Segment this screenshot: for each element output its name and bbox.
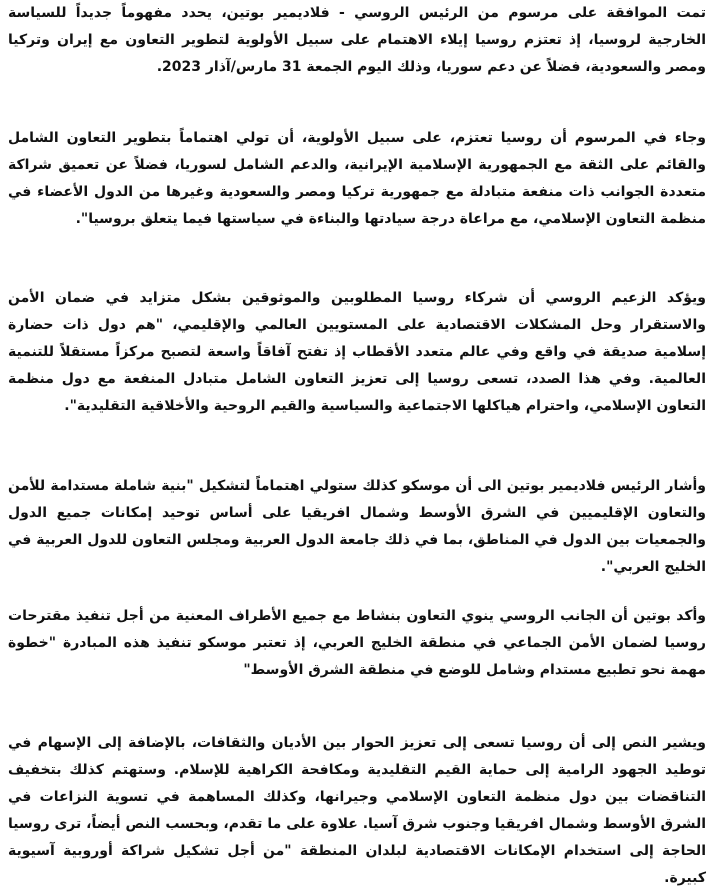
article-paragraph-3: ويؤكد الزعيم الروسي أن شركاء روسيا المطلوبين والموثوقين بشكل متزايد في ضمان الأمن والاستقرار وحل المشكلات الاقتصادية على المستويين العالمي والإقليمي، "هم دول ذات حضارة إسلامية صديقة في واقع وفي عالم متعدد الأقطاب إذ تفتح آفاقاً واسعة لتصبح مركزاً مستقلاً للتنمية العالمية. وفي هذا الصدد، تسعى روسيا إلى تعزيز التعاون الشامل متبادل المنفعة مع دول منظمة التعاون الإسلامي، واحترام هياكلها الاجتماعية والسياسية والقيم الروحية والأخلاقية التقليدية".	[8, 290, 706, 414]
article-paragraph-1: تمت الموافقة على مرسوم من الرئيس الروسي - فلاديمير بوتين، يحدد مفهوماً جديداً للسياسة الخارجية لروسيا، إذ تعتزم روسيا إيلاء الاهتمام على سبيل الأولوية لتطوير التعاون مع إيران وتركيا ومصر والسعودية، فضلاً عن دعم سوريا، وذلك اليوم الجمعة 31 مارس/آذار 2023.	[8, 5, 706, 75]
article-paragraph-6: ويشير النص إلى أن روسيا تسعى إلى تعزيز الحوار بين الأديان والثقافات، بالإضافة إلى الإسهام في توطيد الجهود الرامية إلى حماية القيم التقليدية ومكافحة الكراهية للإسلام. وستهتم كذلك بتخفيف التناقضات بين دول منظمة التعاون الإسلامي وجيرانها، وكذلك المساهمة في تسوية النزاعات في الشرق الأوسط وشمال افريقيا وجنوب شرق آسيا. علاوة على ما تقدم، وبحسب النص أيضاً، ترى روسيا الحاجة إلى استخدام الإمكانات الاقتصادية لبلدان المنطقة "من أجل تشكيل شراكة أوروبية آسيوية كبيرة.	[8, 735, 706, 886]
article-paragraph-5: وأكد بوتين أن الجانب الروسي ينوي التعاون بنشاط مع جميع الأطراف المعنية من أجل تنفيذ مقترحات روسيا لضمان الأمن الجماعي في منطقة الخليج العربي، إذ تعتبر موسكو تنفيذ هذه المبادرة "خطوة مهمة نحو تطبيع مستدام وشامل للوضع في منطقة الشرق الأوسط"	[8, 608, 706, 678]
article-paragraph-4: وأشار الرئيس فلاديمير بوتين الى أن موسكو كذلك ستولي اهتماماً لتشكيل "بنية شاملة مستدامة للأمن والتعاون الإقليميين في الشرق الأوسط وشمال افريقيا على أساس توحيد إمكانات جميع الدول والجمعيات بين الدول في المناطق، بما في ذلك جامعة الدول العربية ومجلس التعاون للدول العربية في الخليج العربي".	[8, 478, 706, 575]
article-paragraph-2: وجاء في المرسوم أن روسيا تعتزم، على سبيل الأولوية، أن تولي اهتماماً بتطوير التعاون الشامل والقائم على الثقة مع الجمهورية الإسلامية الإيرانية، والدعم الشامل لسوريا، فضلاً عن تعميق شراكة متعددة الجوانب ذات منفعة متبادلة مع جمهورية تركيا ومصر والسعودية وغيرها من الدول الأعضاء في منظمة التعاون الإسلامي، مع مراعاة درجة سيادتها والبناءة في سياستها فيما يتعلق بروسيا".	[8, 130, 706, 227]
